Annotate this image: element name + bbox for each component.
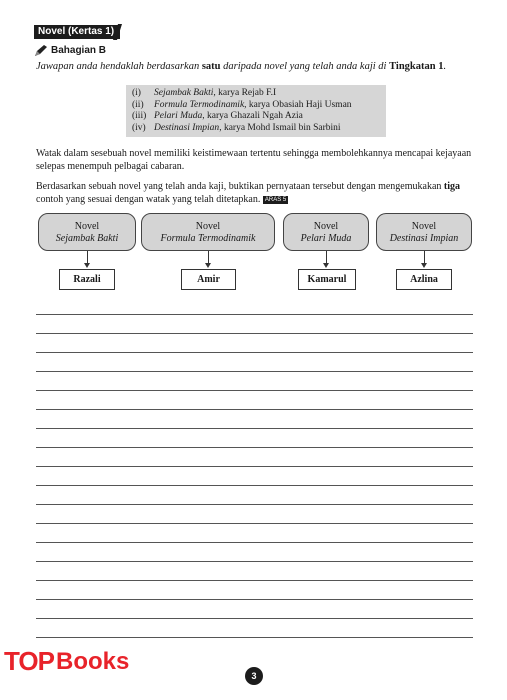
answer-line[interactable] (36, 618, 473, 619)
arrow-down-icon (424, 251, 425, 266)
answer-line[interactable] (36, 637, 473, 638)
novel-box-sejambak-bakti: Novel Sejambak Bakti (38, 213, 136, 251)
paragraph-question: Berdasarkan sebuah novel yang telah anda kaji, buktikan pernyataan tersebut dengan mengemukakan tiga contoh yang sesuai dengan watak yang telah ditetapkan. ARAS 5 (36, 181, 461, 205)
answer-line[interactable] (36, 599, 473, 600)
answer-line[interactable] (36, 580, 473, 581)
answer-line[interactable] (36, 314, 473, 315)
section-label (34, 44, 106, 57)
answer-line[interactable] (36, 466, 473, 467)
answer-line[interactable] (36, 352, 473, 353)
answer-line[interactable] (36, 390, 473, 391)
section-tag: Novel (Kertas 1) (34, 25, 120, 39)
novel-list-item: (iii) Pelari Muda, karya Ghazali Ngah Azia (132, 111, 303, 121)
pencil-icon (34, 44, 48, 57)
answer-line[interactable] (36, 409, 473, 410)
slash-decoration (113, 24, 122, 40)
answer-line[interactable] (36, 447, 473, 448)
character-box-razali: Razali (59, 269, 115, 290)
aras-badge: ARAS 5 (264, 196, 287, 203)
paragraph-statement: Watak dalam sesebuah novel memiliki keistimewaan tertentu sehingga membolehkannya mencapai kejayaan selepas menempuh pelbagai cabaran. (36, 148, 472, 172)
arrow-down-icon (208, 251, 209, 266)
novel-box-destinasi-impian: Novel Destinasi Impian (376, 213, 472, 251)
instruction-text: Jawapan anda hendaklah berdasarkan satu daripada novel yang telah anda kaji di Tingkatan 1. (36, 61, 447, 72)
answer-line[interactable] (36, 561, 473, 562)
section-title: Bahagian B (51, 45, 107, 56)
topbooks-logo: TOP Books (4, 646, 130, 676)
novel-list (126, 85, 386, 137)
answer-line[interactable] (36, 485, 473, 486)
answer-line[interactable] (36, 371, 473, 372)
answer-line[interactable] (36, 428, 473, 429)
answer-line[interactable] (36, 333, 473, 334)
character-box-amir: Amir (181, 269, 236, 290)
arrow-down-icon (87, 251, 88, 266)
arrow-down-icon (326, 251, 327, 266)
character-box-kamarul: Kamarul (298, 269, 356, 290)
answer-line[interactable] (36, 523, 473, 524)
novel-box-pelari-muda: Novel Pelari Muda (283, 213, 369, 251)
novel-box-formula-termodinamik: Novel Formula Termodinamik (141, 213, 275, 251)
novel-list-item: (iv) Destinasi Impian, karya Mohd Ismail bin Sarbini (132, 122, 341, 133)
character-box-azlina: Azlina (396, 269, 452, 290)
page-number: 3 (245, 667, 263, 685)
novel-list-item: (i) Sejambak Bakti, karya Rejab F.I (132, 88, 277, 98)
answer-line[interactable] (36, 542, 473, 543)
answer-line[interactable] (36, 504, 473, 505)
novel-list-item: (ii) Formula Termodinamik, karya Obasiah Haji Usman (132, 99, 352, 110)
